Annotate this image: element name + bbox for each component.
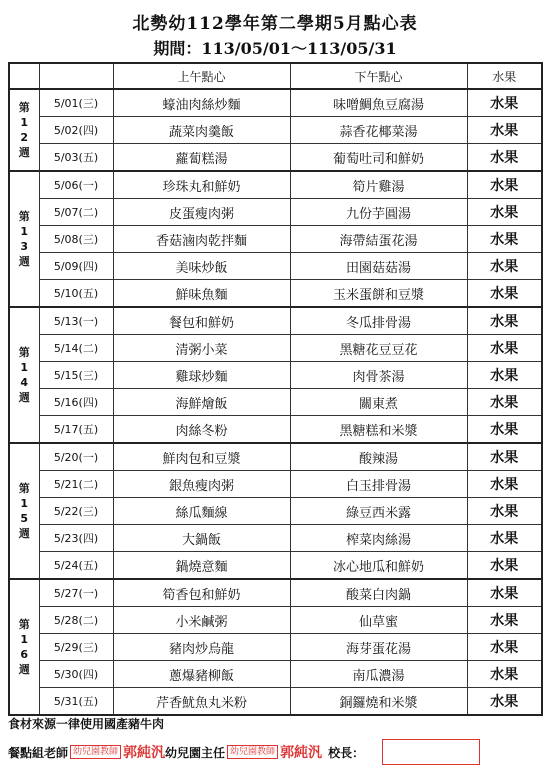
- date-cell: 5/02(四): [39, 117, 113, 144]
- fruit-cell: 水果: [467, 307, 542, 335]
- week-label: 第 1 5 週: [9, 443, 39, 579]
- pm-snack-cell: 冬瓜排骨湯: [290, 307, 467, 335]
- table-row: [9, 335, 542, 362]
- am-snack-cell: 蠔油肉絲炒麵: [113, 89, 290, 117]
- director-name: 郭純汎: [280, 745, 323, 761]
- pm-snack-cell: 仙草蜜: [290, 607, 467, 634]
- signature-line: [8, 739, 480, 765]
- date-cell: 5/30(四): [39, 661, 113, 688]
- fruit-cell: 水果: [467, 661, 542, 688]
- week-label: 第 1 4 週: [9, 307, 39, 443]
- fruit-cell: 水果: [467, 335, 542, 362]
- am-snack-cell: 皮蛋瘦肉粥: [113, 199, 290, 226]
- date-cell: 5/13(一): [39, 307, 113, 335]
- date-cell: 5/10(五): [39, 280, 113, 308]
- fruit-cell: 水果: [467, 552, 542, 580]
- pm-snack-cell: 田園菇菇湯: [290, 253, 467, 280]
- table-row: [9, 471, 542, 498]
- week-label: 第 1 6 週: [9, 579, 39, 715]
- date-cell: 5/01(三): [39, 89, 113, 117]
- pm-snack-cell: 味噌鯛魚豆腐湯: [290, 89, 467, 117]
- pm-snack-cell: 海帶結蛋花湯: [290, 226, 467, 253]
- table-row: [9, 498, 542, 525]
- date-cell: 5/14(二): [39, 335, 113, 362]
- am-snack-cell: 絲瓜麵線: [113, 498, 290, 525]
- table-row: [9, 443, 542, 471]
- snack-table: [8, 62, 543, 716]
- pm-snack-cell: 肉骨茶湯: [290, 362, 467, 389]
- pm-snack-cell: 蒜香花椰菜湯: [290, 117, 467, 144]
- pm-snack-cell: 葡萄吐司和鮮奶: [290, 144, 467, 172]
- pm-snack-cell: 酸菜白肉鍋: [290, 579, 467, 607]
- pm-snack-cell: 南瓜濃湯: [290, 661, 467, 688]
- teacher-label: 餐點組老師: [8, 745, 69, 760]
- am-snack-cell: 清粥小菜: [113, 335, 290, 362]
- pm-snack-cell: 白玉排骨湯: [290, 471, 467, 498]
- fruit-cell: 水果: [467, 117, 542, 144]
- week-label: 第 1 3 週: [9, 171, 39, 307]
- fruit-cell: 水果: [467, 171, 542, 199]
- date-cell: 5/08(三): [39, 226, 113, 253]
- date-cell: 5/09(四): [39, 253, 113, 280]
- pm-snack-cell: 黑糖糕和米漿: [290, 416, 467, 444]
- table-row: [9, 199, 542, 226]
- table-row: [9, 362, 542, 389]
- teacher-name: 郭純汎: [123, 745, 166, 761]
- date-cell: 5/17(五): [39, 416, 113, 444]
- table-row: [9, 280, 542, 308]
- table-row: [9, 634, 542, 661]
- am-snack-cell: 蔬菜肉羹飯: [113, 117, 290, 144]
- date-cell: 5/20(一): [39, 443, 113, 471]
- pm-snack-cell: 銅鑼燒和米漿: [290, 688, 467, 716]
- week-label: 第 1 2 週: [9, 89, 39, 171]
- table-row: [9, 416, 542, 444]
- date-cell: 5/22(三): [39, 498, 113, 525]
- date-cell: 5/27(一): [39, 579, 113, 607]
- principal-seal: [382, 739, 480, 765]
- corner-cell: [9, 63, 39, 89]
- table-row: [9, 307, 542, 335]
- fruit-cell: 水果: [467, 199, 542, 226]
- director-stamp: 幼兒園教師: [227, 745, 278, 759]
- table-row: [9, 117, 542, 144]
- fruit-cell: 水果: [467, 498, 542, 525]
- am-snack-cell: 筍香包和鮮奶: [113, 579, 290, 607]
- table-row: [9, 661, 542, 688]
- date-cell: 5/31(五): [39, 688, 113, 716]
- pm-snack-cell: 筍片雞湯: [290, 171, 467, 199]
- fruit-cell: 水果: [467, 280, 542, 308]
- pm-snack-cell: 酸辣湯: [290, 443, 467, 471]
- table-row: [9, 607, 542, 634]
- date-cell: 5/28(二): [39, 607, 113, 634]
- fruit-cell: 水果: [467, 226, 542, 253]
- fruit-cell: 水果: [467, 688, 542, 716]
- date-cell: 5/29(三): [39, 634, 113, 661]
- am-header: 上午點心: [113, 63, 290, 89]
- am-snack-cell: 大鍋飯: [113, 525, 290, 552]
- table-row: [9, 226, 542, 253]
- table-row: [9, 389, 542, 416]
- am-snack-cell: 餐包和鮮奶: [113, 307, 290, 335]
- am-snack-cell: 鍋燒意麵: [113, 552, 290, 580]
- pm-snack-cell: 海芽蛋花湯: [290, 634, 467, 661]
- am-snack-cell: 芹香魷魚丸米粉: [113, 688, 290, 716]
- ingredient-note: 食材來源一律使用國產豬牛肉: [8, 717, 165, 731]
- am-snack-cell: 香菇滷肉乾拌麵: [113, 226, 290, 253]
- fruit-cell: 水果: [467, 144, 542, 172]
- principal-label: 校長：: [328, 745, 365, 760]
- fruit-cell: 水果: [467, 362, 542, 389]
- fruit-cell: 水果: [467, 607, 542, 634]
- date-cell: 5/16(四): [39, 389, 113, 416]
- fruit-cell: 水果: [467, 389, 542, 416]
- director-label: 幼兒園主任: [165, 745, 226, 760]
- date-cell: 5/23(四): [39, 525, 113, 552]
- date-cell: 5/21(二): [39, 471, 113, 498]
- table-row: [9, 525, 542, 552]
- table-row: [9, 579, 542, 607]
- date-cell: 5/07(二): [39, 199, 113, 226]
- date-cell: 5/03(五): [39, 144, 113, 172]
- am-snack-cell: 珍珠丸和鮮奶: [113, 171, 290, 199]
- table-row: [9, 89, 542, 117]
- pm-snack-cell: 榨菜肉絲湯: [290, 525, 467, 552]
- table-row: [9, 552, 542, 580]
- am-snack-cell: 海鮮燴飯: [113, 389, 290, 416]
- fruit-cell: 水果: [467, 579, 542, 607]
- am-snack-cell: 蔥爆豬柳飯: [113, 661, 290, 688]
- date-header: [39, 63, 113, 89]
- fruit-cell: 水果: [467, 89, 542, 117]
- date-cell: 5/15(三): [39, 362, 113, 389]
- am-snack-cell: 蘿蔔糕湯: [113, 144, 290, 172]
- fruit-cell: 水果: [467, 443, 542, 471]
- am-snack-cell: 豬肉炒烏龍: [113, 634, 290, 661]
- date-cell: 5/06(一): [39, 171, 113, 199]
- am-snack-cell: 肉絲冬粉: [113, 416, 290, 444]
- page-title: 北勢幼112學年第二學期5月點心表: [132, 14, 418, 34]
- fruit-cell: 水果: [467, 525, 542, 552]
- fruit-cell: 水果: [467, 634, 542, 661]
- am-snack-cell: 雞球炒麵: [113, 362, 290, 389]
- table-row: [9, 144, 542, 172]
- pm-snack-cell: 冰心地瓜和鮮奶: [290, 552, 467, 580]
- teacher-stamp: 幼兒園教師: [70, 745, 121, 759]
- fruit-cell: 水果: [467, 471, 542, 498]
- pm-snack-cell: 玉米蛋餅和豆漿: [290, 280, 467, 308]
- fruit-cell: 水果: [467, 416, 542, 444]
- am-snack-cell: 美味炒飯: [113, 253, 290, 280]
- pm-snack-cell: 九份芋圓湯: [290, 199, 467, 226]
- am-snack-cell: 小米鹹粥: [113, 607, 290, 634]
- table-row: [9, 171, 542, 199]
- period-text: 期間：113/05/01～113/05/31: [153, 39, 397, 58]
- pm-header: 下午點心: [290, 63, 467, 89]
- fruit-cell: 水果: [467, 253, 542, 280]
- am-snack-cell: 鮮肉包和豆漿: [113, 443, 290, 471]
- table-row: [9, 688, 542, 716]
- date-cell: 5/24(五): [39, 552, 113, 580]
- fruit-header: 水果: [467, 63, 542, 89]
- pm-snack-cell: 黑糖花豆豆花: [290, 335, 467, 362]
- pm-snack-cell: 關東煮: [290, 389, 467, 416]
- pm-snack-cell: 綠豆西米露: [290, 498, 467, 525]
- table-row: [9, 253, 542, 280]
- am-snack-cell: 鮮味魚麵: [113, 280, 290, 308]
- header-row: [9, 63, 542, 89]
- am-snack-cell: 銀魚瘦肉粥: [113, 471, 290, 498]
